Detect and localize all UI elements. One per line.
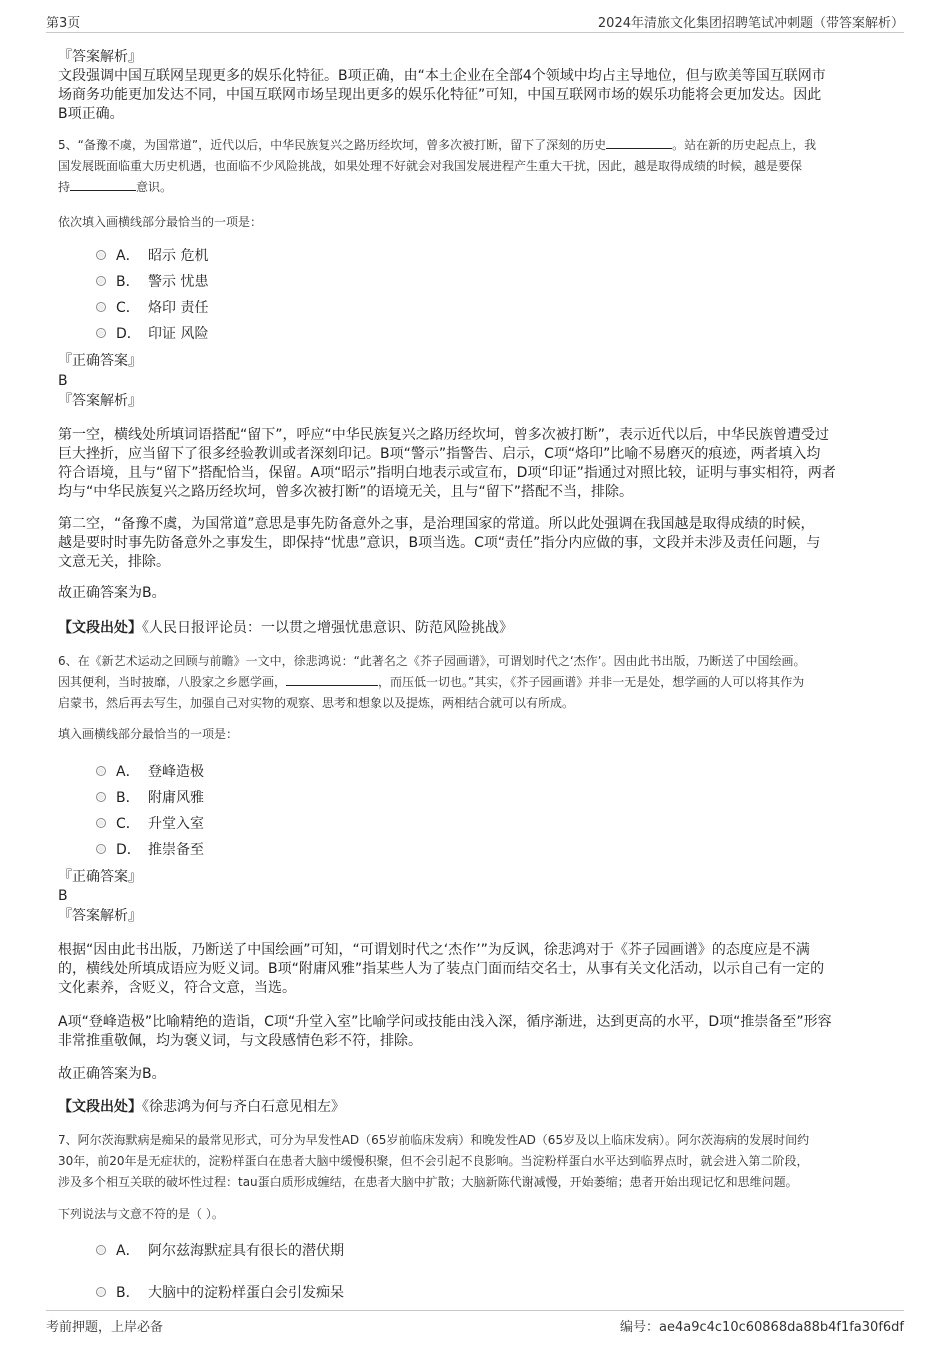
footer-slogan: 考前押题，上岸必备 <box>46 1320 164 1335</box>
q6-source <box>58 1097 894 1117</box>
q5-source <box>58 618 894 638</box>
q6-analysis-para1 <box>58 941 894 998</box>
q7-stem-line: 30年，前20年是无症状的，淀粉样蛋白在患者大脑中缓慢积聚，但不会引起不良影响。当淀粉样蛋白水平达到临界点时，就会进入第二阶段， <box>58 1154 809 1168</box>
q6-analysis-para2 <box>58 1013 894 1051</box>
q6-option-b[interactable]: B． 附庸风雅 <box>96 788 204 808</box>
q6-correct-label: 『正确答案』 <box>58 869 142 885</box>
fill-blank <box>286 673 378 686</box>
q5-analysis-para1 <box>58 426 894 502</box>
q6-stem <box>58 651 894 714</box>
q7-stem-line: 涉及多个相互关联的破坏性过程：tau蛋白质形成缠结，在患者大脑中扩散；大脑新陈代谢减慢，开始萎缩；患者开始出现记忆和思维问题。 <box>58 1175 798 1189</box>
q5-option-a[interactable]: A． 昭示 危机 <box>96 246 208 266</box>
radio-icon[interactable] <box>96 1287 106 1297</box>
q6-option-c[interactable]: C． 升堂入室 <box>96 814 204 834</box>
q7-prompt: 下列说法与文意不符的是（ ）。 <box>58 1207 224 1221</box>
page-header <box>46 8 904 33</box>
q6-option-a[interactable]: A． 登峰造极 <box>96 762 204 782</box>
q6-correct-answer: B <box>58 888 68 904</box>
document-code <box>620 1316 904 1335</box>
q6-option-d[interactable]: D． 推崇备至 <box>96 840 204 860</box>
q5-stem-part: 持 <box>58 180 71 194</box>
q5-prompt: 依次填入画横线部分最恰当的一项是： <box>58 215 263 229</box>
q6-stem-part: ，而压低一切也。”其实，《芥子园画谱》并非一无是处，想学画的人可以将其作为 <box>378 675 805 689</box>
q5-option-c[interactable]: C． 烙印 责任 <box>96 298 208 318</box>
q6-analysis-label: 『答案解析』 <box>58 908 142 924</box>
q4-analysis-line: B项正确。 <box>58 106 124 122</box>
q4-analysis-label: 『答案解析』 <box>58 49 142 65</box>
radio-icon[interactable] <box>96 328 106 338</box>
radio-icon[interactable] <box>96 276 106 286</box>
q5-stem-part: 国发展既面临重大历史机遇，也面临不少风险挑战，如果处理不好就会对我国发展进程产生重大干扰，因此，越是取得成绩的时候，越是要保 <box>58 159 803 173</box>
q5-analysis-label: 『答案解析』 <box>58 393 142 409</box>
analysis-line: 第一空，横线处所填词语搭配“留下”，呼应“中华民族复兴之路历经坎坷，曾多次被打断”，表示近代以后，中华民族曾遭受过 <box>58 427 830 443</box>
page-number: 第3页 <box>46 16 81 31</box>
q5-option-d[interactable]: D． 印证 风险 <box>96 324 208 344</box>
radio-icon[interactable] <box>96 818 106 828</box>
q6-stem-part: 6、在《新艺术运动之回顾与前瞻》一文中，徐悲鸿说：“此著名之《芥子园画谱》，可谓划时代之‘杰作’。因由此书出版，乃断送了中国绘画。 <box>58 654 806 668</box>
q4-analysis <box>58 67 894 124</box>
radio-icon[interactable] <box>96 792 106 802</box>
document-title: 2024年清旅文化集团招聘笔试冲刺题（带答案解析） <box>597 16 904 31</box>
q5-option-b[interactable]: B． 警示 忧患 <box>96 272 208 292</box>
q5-stem-part: 5、“备豫不虞，为国常道”，近代以后，中华民族复兴之路历经坎坷，曾多次被打断，留下了深刻的历史 <box>58 138 607 152</box>
radio-icon[interactable] <box>96 302 106 312</box>
q6-prompt: 填入画横线部分最恰当的一项是： <box>58 727 239 741</box>
code-label: 编号： <box>620 1320 660 1335</box>
q5-stem-part: 。站在新的历史起点上，我 <box>672 138 817 152</box>
q7-stem <box>58 1130 894 1193</box>
q7-option-a[interactable]: A． 阿尔兹海默症具有很长的潜伏期 <box>96 1241 344 1261</box>
source-title: 《徐悲鸿为何与齐白石意见相左》 <box>142 1099 345 1115</box>
radio-icon[interactable] <box>96 250 106 260</box>
q5-stem-part: 意识。 <box>136 180 173 194</box>
analysis-line: 根据“因由此书出版，乃断送了中国绘画”可知，“可谓划时代之‘杰作’”为反讽，徐悲鸿对于《芥子园画谱》的态度应是不满 <box>58 942 810 958</box>
analysis-line: 第二空，“备豫不虞，为国常道”意思是事先防备意外之事，是治理国家的常道。所以此处强调在我国越是取得成绩的时候， <box>58 516 815 532</box>
source-label: 【文段出处】 <box>58 1099 142 1115</box>
q7-stem-line: 7、阿尔茨海默病是痴呆的最常见形式，可分为早发性AD（65岁前临床发病）和晚发性AD（65岁及以上临床发病）。阿尔茨海病的发展时间约 <box>58 1133 810 1147</box>
analysis-line: 文化素养，含贬义，符合文意，当选。 <box>58 980 296 996</box>
q6-conclusion: 故正确答案为B。 <box>58 1066 166 1082</box>
radio-icon[interactable] <box>96 844 106 854</box>
analysis-line: 均与“中华民族复兴之路历经坎坷，曾多次被打断”的语境无关，且与“留下”搭配不当，排除。 <box>58 484 634 500</box>
analysis-line: 的，横线处所填成语应为贬义词。B项“附庸风雅”指某些人为了装点门面而结交名士，从事有关文化活动，以示自己有一定的 <box>58 961 825 977</box>
q5-conclusion: 故正确答案为B。 <box>58 585 166 601</box>
analysis-line: A项“登峰造极”比喻精绝的造诣，C项“升堂入室”比喻学问或技能由浅入深，循序渐进，达到更高的水平，D项“推崇备至”形容 <box>58 1014 832 1030</box>
q5-analysis-para2 <box>58 515 894 572</box>
q6-stem-part: 启蒙书，然后再去写生，加强自己对实物的观察、思考和想象以及提炼，两相结合就可以有所成。 <box>58 696 575 710</box>
analysis-line: 巨大挫折，应当留下了很多经验教训或者深刻印记。B项“警示”指警告、启示，C项“烙印”比喻不易磨灭的痕迹，两者填入均 <box>58 446 821 462</box>
q5-stem <box>58 135 894 198</box>
fill-blank <box>606 136 672 149</box>
page-footer <box>46 1310 904 1339</box>
source-label: 【文段出处】 <box>58 620 142 636</box>
code-value: ae4a9c4c10c60868da88b4f1fa30f6df <box>659 1320 904 1335</box>
source-title: 《人民日报评论员：一以贯之增强忧患意识、防范风险挑战》 <box>142 620 513 636</box>
q5-correct-answer: B <box>58 373 68 389</box>
q4-analysis-line: 场商务功能更加发达不同，中国互联网市场呈现出更多的娱乐化特征”可知，中国互联网市场的娱乐功能将会更加发达。因此 <box>58 87 822 103</box>
radio-icon[interactable] <box>96 1245 106 1255</box>
q5-correct-label: 『正确答案』 <box>58 353 142 369</box>
analysis-line: 文意无关，排除。 <box>58 554 170 570</box>
q7-option-b[interactable]: B． 大脑中的淀粉样蛋白会引发痴呆 <box>96 1283 344 1303</box>
fill-blank <box>70 178 136 191</box>
analysis-line: 符合语境，且与“留下”搭配恰当，保留。A项“昭示”指明白地表示或宣布，D项“印证”指通过对照比较，证明与事实相符，两者 <box>58 465 836 481</box>
analysis-line: 非常推重敬佩，均为褒义词，与文段感情色彩不符，排除。 <box>58 1033 422 1049</box>
radio-icon[interactable] <box>96 766 106 776</box>
analysis-line: 越是要时时事先防备意外之事发生，即保持“忧患”意识，B项当选。C项“责任”指分内应做的事，文段并未涉及责任问题，与 <box>58 535 821 551</box>
q6-stem-part: 因其便利，当时披靡，八股家之乡愿学画， <box>58 675 287 689</box>
q4-analysis-line: 文段强调中国互联网呈现更多的娱乐化特征。B项正确，由“本土企业在全部4个领域中均占主导地位，但与欧美等国互联网市 <box>58 68 826 84</box>
